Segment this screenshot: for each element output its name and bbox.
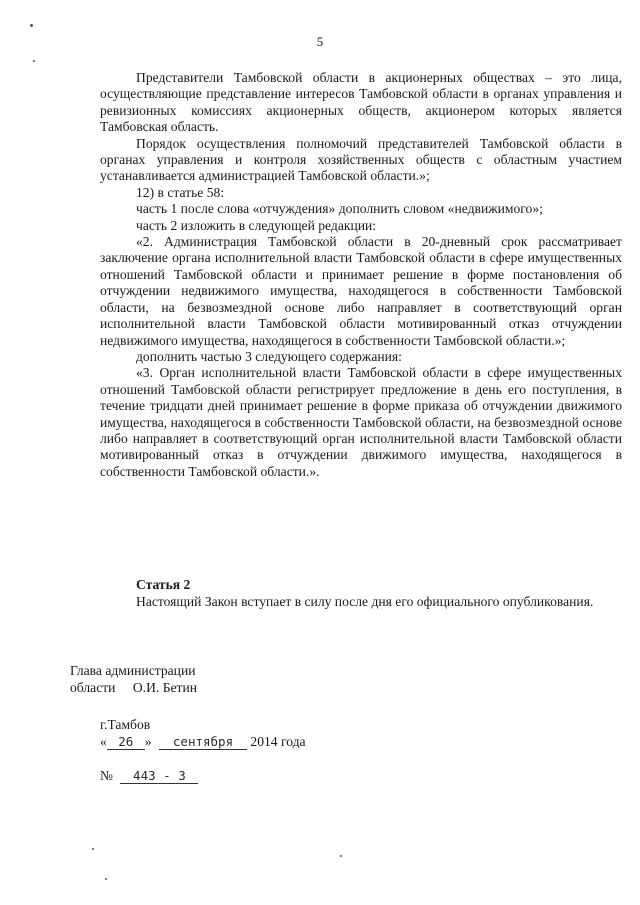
date-month: сентября	[159, 735, 247, 750]
paragraph: Представители Тамбовской области в акционерных обществах – это лица, осуществляющие представление интересов Тамбовской области в органах управления и ревизионных комиссиях акционерных обществ, акционером которых является Тамбовская область.	[100, 70, 622, 135]
signature-name: О.И. Бетин	[132, 680, 198, 695]
number-prefix: №	[100, 768, 113, 783]
body-text	[100, 70, 622, 480]
scan-speck	[33, 60, 35, 62]
signature-title: Глава администрации	[70, 663, 196, 678]
signature-region: области	[70, 680, 116, 695]
scan-speck	[340, 855, 342, 857]
article-text: Настоящий Закон вступает в силу после дня его официального опубликования.	[136, 594, 594, 609]
date-day: 26	[107, 735, 145, 750]
close-quote: »	[144, 734, 152, 749]
scan-speck	[92, 848, 94, 850]
place-block	[100, 716, 306, 750]
paragraph: «2. Администрация Тамбовской области в 20-дневный срок рассматривает заключение органа исполнительной власти Тамбовской области в сфере имущественных отношений Тамбовской области и принимает решение в форме постановления об отчуждении недвижимого имущества, находящегося в собственности Тамбовской области, на безвозмездной основе либо направляет в соответствующий орган исполнительной власти Тамбовской области мотивированный отказ отчуждении недвижимого имущества, находящегося в собственности Тамбовской области.»;	[100, 234, 622, 348]
signature-block	[70, 662, 197, 696]
paragraph: часть 1 после слова «отчуждения» дополнить словом «недвижимого»;	[136, 201, 543, 217]
paragraph: часть 2 изложить в следующей редакции:	[136, 217, 377, 233]
paragraph: 12) в статье 58:	[136, 184, 225, 200]
city: г.Тамбов	[100, 717, 151, 732]
document-number	[100, 768, 198, 784]
page-number: 5	[316, 34, 324, 49]
scan-speck	[105, 878, 107, 880]
open-quote: «	[100, 734, 107, 749]
date-line	[100, 733, 306, 750]
paragraph: Порядок осуществления полномочий представителей Тамбовской области в органах управления и контроля хозяйственных обществ с областным участием устанавливается администрацией Тамбовской области.»;	[100, 135, 622, 184]
number-value: 443 - З	[120, 769, 198, 784]
article-heading: Статья 2	[136, 577, 191, 592]
date-year: 2014 года	[250, 734, 306, 749]
paragraph: дополнить частью 3 следующего содержания:	[136, 348, 402, 364]
paragraph: «3. Орган исполнительной власти Тамбовской области в сфере имущественных отношений Тамбовской области регистрирует предложение в день его поступления, в течение тридцати дней принимает решение в форме приказа об отчуждении движимого имущества, находящегося в собственности Тамбовской области, на безвозмездной основе либо направляет в соответствующий орган исполнительной власти Тамбовской области мотивированный отказ в отчуждении движимого имущества, находящегося в собственности Тамбовской области.».	[100, 365, 622, 479]
scan-speck	[30, 24, 33, 27]
